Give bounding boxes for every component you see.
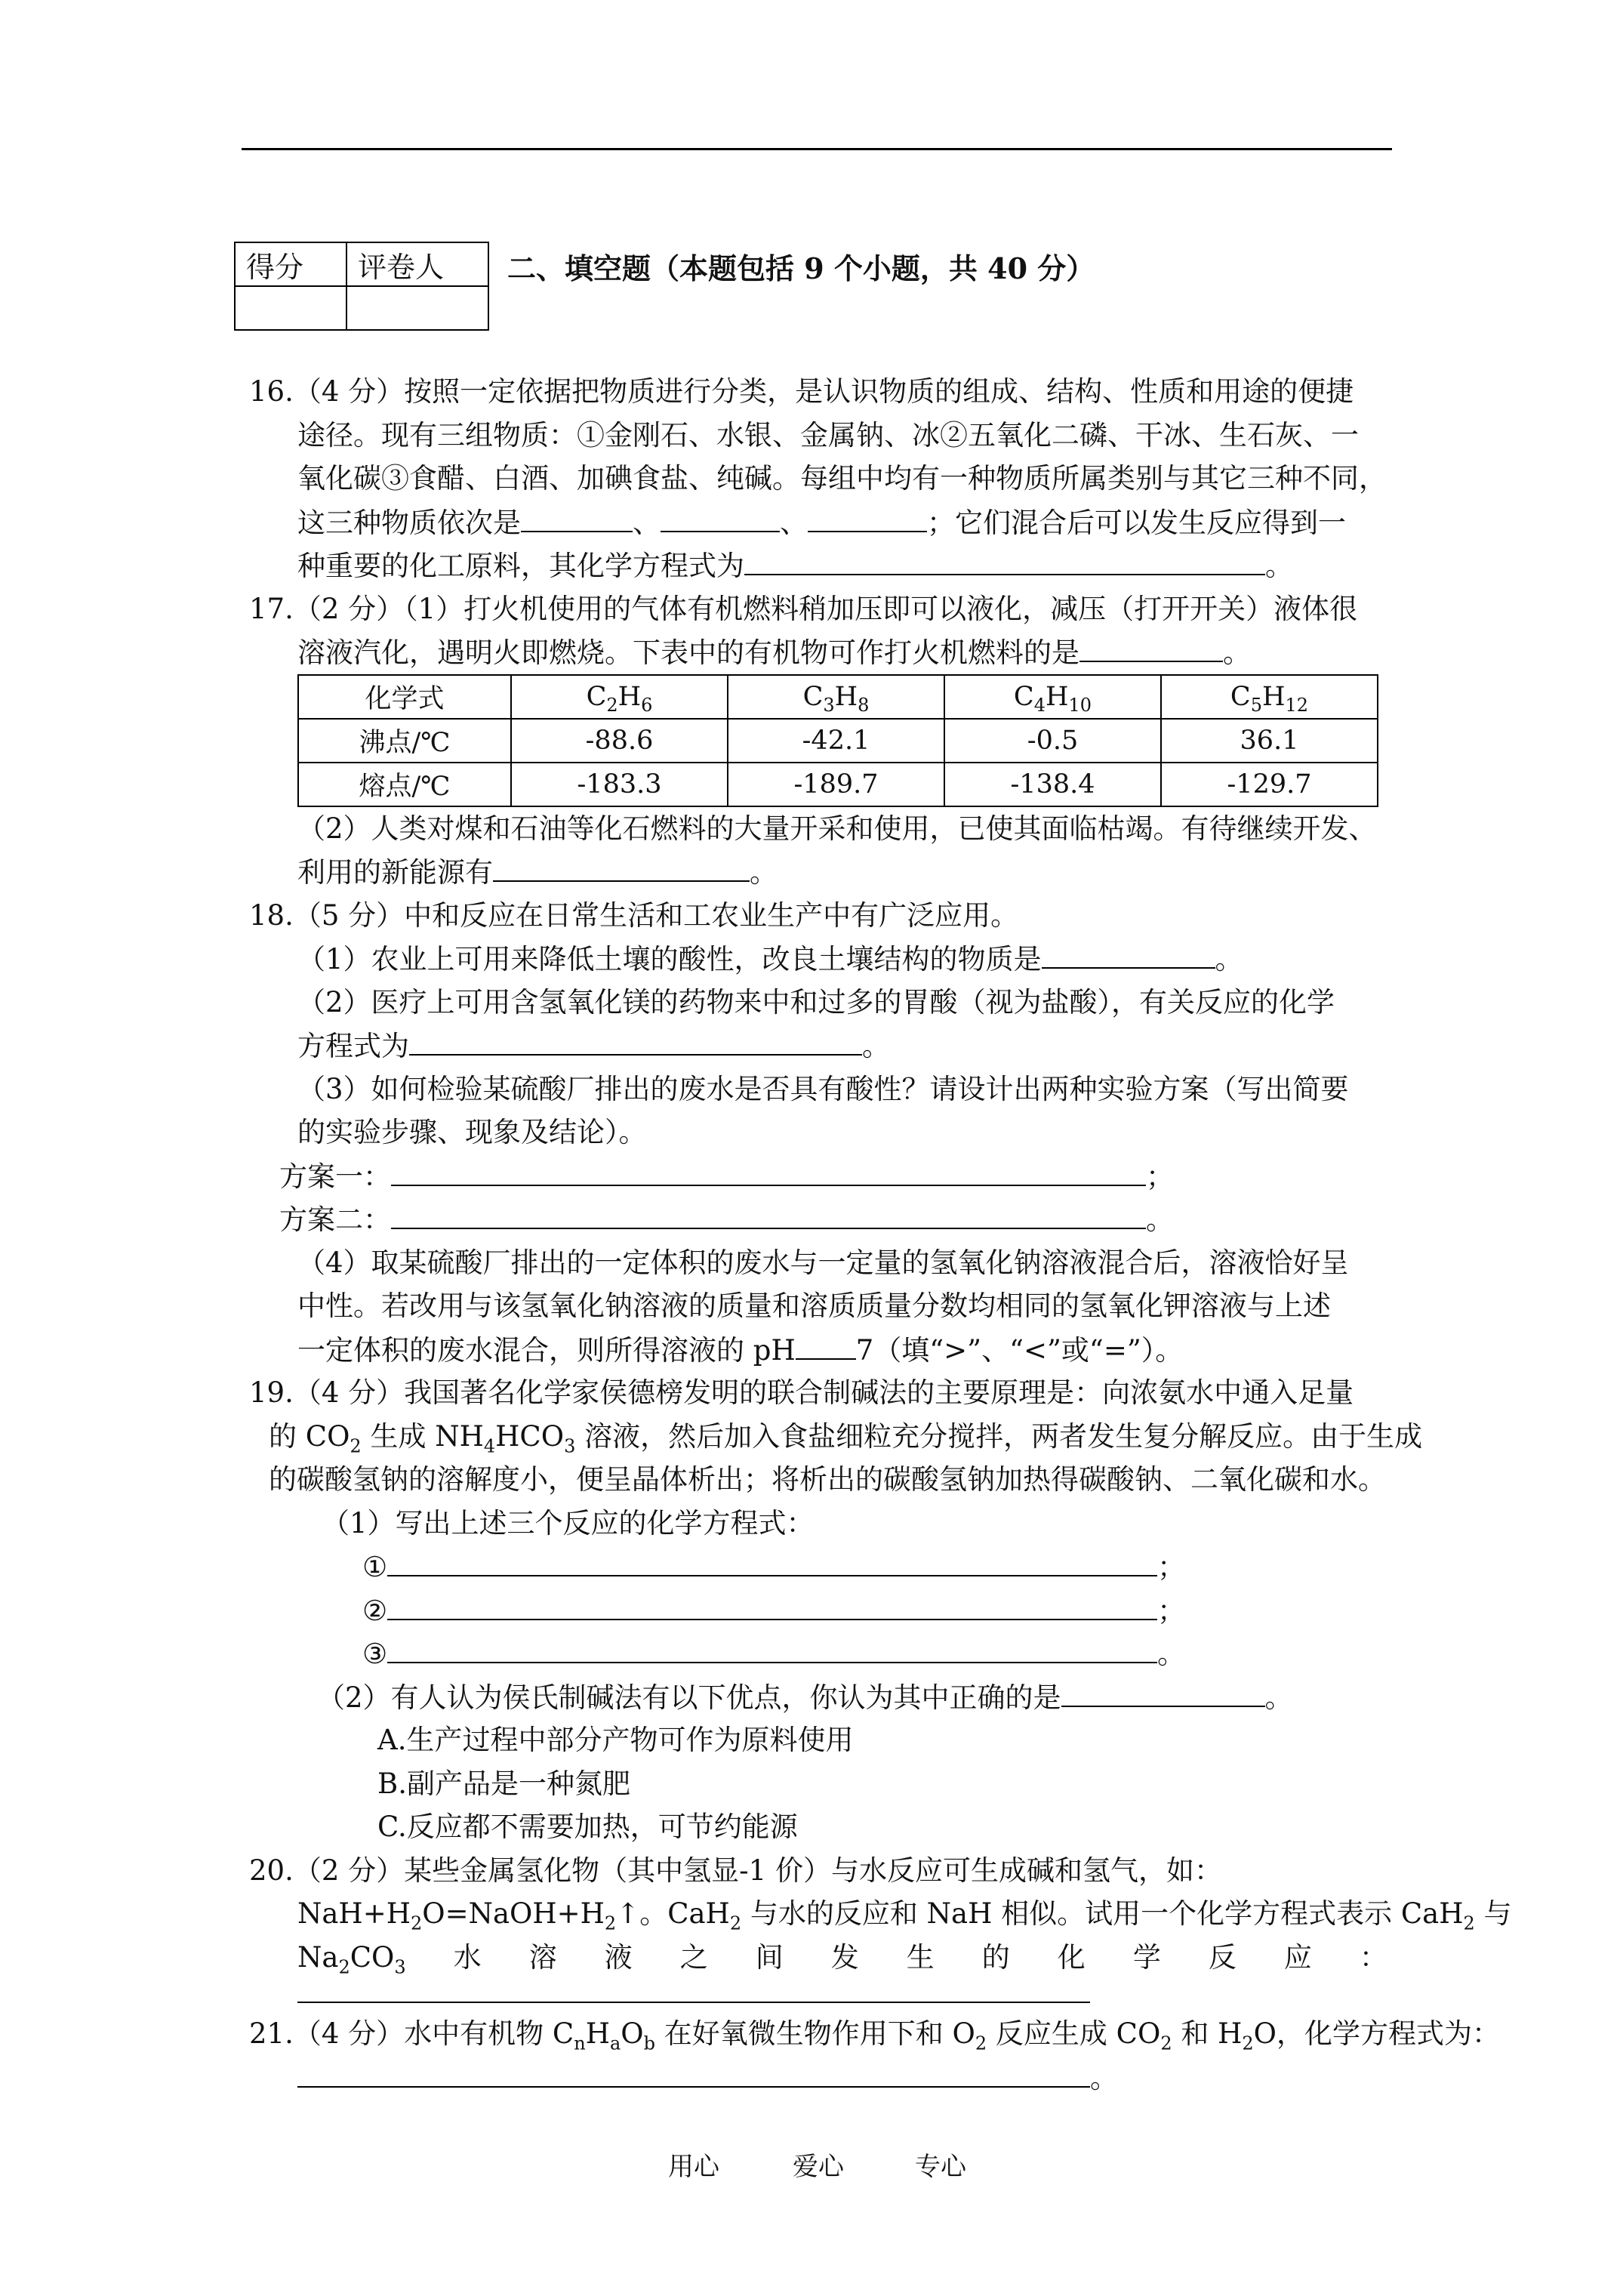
q19-text: 的 CO	[269, 1419, 350, 1453]
q20-char: 水	[453, 1940, 482, 1974]
formula-cell	[944, 675, 1161, 719]
q19-text: 生成 NH	[361, 1419, 484, 1453]
q18-text: 方案一：	[279, 1160, 391, 1193]
row-label: 沸点/℃	[298, 719, 511, 763]
q19-text: ②	[362, 1594, 388, 1627]
table-cell: -189.7	[728, 763, 944, 806]
q19-text: ；	[1157, 1594, 1186, 1627]
q20-char: 应	[1283, 1940, 1312, 1974]
q16-text: 。	[1265, 550, 1293, 582]
q19-text: （2）有人认为侯氏制碱法有以下优点，你认为其中正确的是	[317, 1681, 1061, 1714]
q18-line: （3）如何检验某硫酸厂排出的废水是否具有酸性？请设计出两种实验方案（写出简要	[297, 1072, 1349, 1105]
q17-line	[249, 850, 1397, 894]
q21-sub: 2	[975, 2032, 987, 2054]
formula-h: H	[1045, 681, 1069, 712]
question-17	[249, 587, 1397, 894]
q18-line: （4）取某硫酸厂排出的一定体积的废水与一定量的氢氧化钠溶液混合后，溶液恰好呈	[297, 1246, 1349, 1279]
q21-text: O	[621, 2017, 644, 2050]
q18-line: （2）医疗上可用含氢氧化镁的药物来中和过多的胃酸（视为盐酸），有关反应的化学	[297, 985, 1335, 1019]
table-cell: -138.4	[944, 763, 1161, 806]
formula-sub: 12	[1285, 694, 1309, 716]
footer-text: 专心	[915, 2152, 966, 2182]
table-cell: -0.5	[944, 719, 1161, 763]
q20-char: 反	[1208, 1940, 1236, 1974]
q20-char: 生	[906, 1940, 935, 1974]
q20-char: 溶	[528, 1940, 557, 1974]
q20-answer-row	[249, 1979, 1397, 2012]
q17-line: 17.（2 分）（1）打火机使用的气体有机燃料稍加压即可以液化，减压（打开开关）液体很	[249, 592, 1358, 625]
q16-line: 途径。现有三组物质：①金刚石、水银、金属钠、冰②五氧化二磷、干冰、生石灰、一	[297, 418, 1359, 451]
formula-sub: 2	[606, 694, 618, 716]
q18-plan-2	[249, 1197, 1397, 1241]
q20-text	[297, 1936, 406, 1980]
table-cell: -129.7	[1161, 763, 1378, 806]
row-label: 熔点/℃	[298, 763, 511, 806]
q20-char: 化	[1057, 1940, 1086, 1974]
q16-line	[249, 501, 1397, 544]
header-rule	[242, 148, 1392, 150]
q18-text: 。	[1146, 1203, 1174, 1236]
q18-plan-1	[249, 1154, 1397, 1198]
q19-line: （1）写出上述三个反应的化学方程式：	[322, 1506, 815, 1539]
q19-sub: 3	[564, 1435, 576, 1456]
q20-char: 之	[679, 1940, 708, 1974]
q21-text: 反应生成 CO	[987, 2017, 1161, 2050]
q20-blank-equation[interactable]	[297, 2002, 1090, 2003]
q18-blank-equation[interactable]	[409, 1024, 862, 1056]
q19-sub: 4	[483, 1435, 496, 1456]
q16-text: ；它们混合后可以发生反应得到一	[927, 506, 1346, 539]
q19-sub: 2	[350, 1435, 362, 1456]
q18-line	[249, 937, 1397, 981]
q19-blank-eq-1[interactable]	[387, 1545, 1157, 1576]
q19-eq-3	[249, 1632, 1397, 1675]
q20-char: ：	[1359, 1940, 1387, 1974]
q21-line	[249, 2012, 1501, 2056]
section-title: 二、填空题（本题包括 9 个小题，共 40 分）	[507, 251, 1095, 285]
q19-line: 的碳酸氢钠的溶解度小，便呈晶体析出；将析出的碳酸氢钠加热得碳酸钠、二氧化碳和水。	[269, 1463, 1386, 1496]
formula-sub: 4	[1033, 694, 1046, 716]
q20-co: CO	[350, 1940, 395, 1974]
q19-text: ③	[362, 1638, 388, 1670]
q18-line: 中性。若改用与该氢氧化钠溶液的质量和溶质质量分数均相同的氢氧化钾溶液与上述	[297, 1290, 1331, 1322]
formula-c: C	[802, 681, 824, 712]
q21-sub: a	[609, 2032, 621, 2054]
q17-text: 利用的新能源有	[297, 856, 493, 889]
formula-h: H	[834, 681, 858, 712]
formula-sub: 5	[1250, 694, 1262, 716]
formula-c: C	[586, 681, 607, 712]
q19-option-c: C.反应都不需要加热，可节约能源	[377, 1811, 798, 1843]
formula-sub: 10	[1068, 694, 1092, 716]
q16-text: 这三种物质依次是	[297, 506, 521, 539]
q20-line: 20.（2 分）某些金属氢化物（其中氢显-1 价）与水反应可生成碱和氢气，如：	[249, 1854, 1222, 1887]
table-row	[298, 763, 1378, 806]
q20-char: 的	[981, 1940, 1010, 1974]
question-18	[249, 894, 1397, 1372]
footer-text: 用心	[668, 2152, 719, 2182]
formula-c: C	[1230, 681, 1251, 712]
q20-char: 发	[830, 1940, 859, 1974]
q21-text: O，化学方程式为：	[1253, 2017, 1501, 2050]
q19-line: 19.（4 分）我国著名化学家侯德榜发明的联合制碱法的主要原理是：向浓氨水中通入足量	[249, 1376, 1354, 1409]
q20-sub: 2	[338, 1955, 350, 1977]
q16-blank-2[interactable]	[661, 501, 780, 532]
q20-sub: 2	[1463, 1912, 1475, 1934]
q21-sub: b	[643, 2032, 655, 2054]
q21-text: H	[585, 2017, 610, 2050]
formula-h: H	[617, 681, 642, 712]
q17-text: 溶液汽化，遇明火即燃烧。下表中的有机物可作打火机燃料的是	[297, 636, 1079, 669]
q18-text: ；	[1146, 1160, 1174, 1193]
table-cell: 36.1	[1161, 719, 1378, 763]
q17-line: （2）人类对煤和石油等化石燃料的大量开采和使用，已使其面临枯竭。有待继续开发、	[297, 812, 1377, 845]
table-cell: -88.6	[511, 719, 728, 763]
q16-line: 氧化碳③食醋、白酒、加碘食盐、纯碱。每组中均有一种物质所属类别与其它三种不同，	[297, 462, 1387, 495]
q20-text: NaH+H	[297, 1897, 411, 1930]
q17-line	[249, 630, 1397, 674]
q19-text: ①	[362, 1551, 388, 1583]
q16-text: 种重要的化工原料，其化学方程式为	[297, 550, 744, 582]
q16-blank-equation[interactable]	[744, 544, 1265, 575]
q20-sub: 2	[729, 1912, 742, 1934]
q19-blank-choice[interactable]	[1061, 1675, 1265, 1707]
formula-h: H	[1261, 681, 1286, 712]
q18-text: 方程式为	[297, 1030, 409, 1062]
formula-cell	[511, 675, 728, 719]
score-cell[interactable]	[235, 286, 346, 330]
q20-char: 间	[755, 1940, 784, 1974]
q20-text: ↑。CaH	[616, 1897, 730, 1930]
table-row	[298, 719, 1378, 763]
q21-sub: 2	[1160, 2032, 1172, 2054]
q19-text: 溶液，然后加入食盐细粒充分搅拌，两者发生复分解反应。由于生成	[575, 1419, 1423, 1453]
formula-c: C	[1013, 681, 1034, 712]
questions	[249, 370, 1512, 2099]
q16-sep: 、	[633, 506, 661, 539]
q19-option-b: B.副产品是一种氮肥	[377, 1767, 630, 1800]
q18-text: （1）农业上可用来降低土壤的酸性，改良土壤结构的物质是	[297, 943, 1042, 975]
formula-sub: 8	[858, 694, 870, 716]
q20-char: 液	[604, 1940, 633, 1974]
question-20	[249, 1849, 1512, 2013]
q18-blank-plan-2[interactable]	[391, 1197, 1146, 1229]
q16-blank-3[interactable]	[808, 501, 927, 532]
q17-blank-fuel[interactable]	[1079, 630, 1223, 662]
q19-blank-eq-3[interactable]	[387, 1632, 1157, 1663]
formula-cell	[1161, 675, 1378, 719]
q19-blank-eq-2[interactable]	[387, 1589, 1157, 1620]
q18-line: 18.（5 分）中和反应在日常生活和工农业生产中有广泛应用。	[249, 898, 1019, 932]
q19-eq-2	[249, 1589, 1397, 1632]
q16-line	[249, 544, 1397, 587]
q18-text: 。	[862, 1030, 890, 1062]
grader-header: 评卷人	[346, 242, 488, 286]
table-cell: -42.1	[728, 719, 944, 763]
q18-text: 方案二：	[279, 1203, 391, 1236]
q16-sep: 、	[780, 506, 808, 539]
q21-text: 。	[1090, 2061, 1118, 2094]
formula-sub: 3	[823, 694, 835, 716]
q17-text: 。	[1223, 636, 1251, 669]
q21-text: 在好氧微生物作用下和 O	[655, 2017, 975, 2050]
q19-text: ；	[1157, 1551, 1186, 1583]
q19-line	[249, 1675, 1397, 1719]
q20-sub: 2	[604, 1912, 617, 1934]
q18-line: 的实验步骤、现象及结论）。	[297, 1116, 647, 1148]
grader-cell[interactable]	[346, 286, 488, 330]
q20-sub: 3	[394, 1955, 406, 1977]
score-header: 得分	[235, 242, 346, 286]
q19-line	[249, 1415, 1423, 1459]
q16-blank-1[interactable]	[521, 501, 633, 532]
q21-sub: n	[574, 2032, 586, 2054]
q21-answer-row	[249, 2056, 1397, 2100]
q18-text: 。	[1215, 943, 1243, 975]
q20-text: 与水的反应和 NaH 相似。试用一个化学方程式表示 CaH	[741, 1897, 1464, 1930]
q18-line	[249, 1024, 1397, 1068]
q20-sub: 2	[410, 1912, 423, 1934]
table-row	[298, 675, 1378, 719]
q18-text: 7（填“>”、“<”或“=”）。	[855, 1333, 1184, 1367]
q19-text: 。	[1157, 1638, 1186, 1670]
table-cell: -183.3	[511, 763, 728, 806]
formula-cell	[728, 675, 944, 719]
footer-text: 爱心	[793, 2152, 844, 2182]
q20-na: Na	[297, 1940, 339, 1974]
q18-blank-1[interactable]	[1042, 937, 1215, 969]
question-21	[249, 2012, 1501, 2099]
q20-char: 学	[1132, 1940, 1161, 1974]
q20-text: O=NaOH+H	[422, 1897, 605, 1930]
q20-line-justified	[249, 1936, 1397, 1980]
q21-blank-equation[interactable]	[297, 2056, 1090, 2088]
score-box	[234, 242, 489, 331]
q21-text: 21.（4 分）水中有机物 C	[249, 2017, 574, 2050]
question-19	[249, 1371, 1423, 1849]
q17-text: 。	[750, 856, 778, 889]
q20-text: 与	[1474, 1897, 1512, 1930]
q18-text: 一定体积的废水混合，则所得溶液的 pH	[297, 1333, 796, 1367]
fuel-table	[297, 674, 1378, 807]
q18-line	[249, 1328, 1397, 1372]
q19-text: HCO	[495, 1419, 565, 1453]
q20-line	[249, 1892, 1512, 1936]
q17-blank-energy[interactable]	[493, 850, 750, 882]
q18-blank-plan-1[interactable]	[391, 1154, 1146, 1186]
q19-option-a: A.生产过程中部分产物可作为原料使用	[377, 1724, 854, 1756]
q16-line: 16.（4 分）按照一定依据把物质进行分类，是认识物质的组成、结构、性质和用途的便捷	[249, 375, 1354, 408]
q18-blank-ph[interactable]	[796, 1328, 856, 1360]
q21-sub: 2	[1242, 2032, 1254, 2054]
question-16	[249, 370, 1397, 587]
formula-header: 化学式	[298, 675, 511, 719]
q21-text: 和 H	[1172, 2017, 1243, 2050]
q19-eq-1	[249, 1545, 1397, 1589]
q19-text: 。	[1264, 1681, 1293, 1714]
formula-sub: 6	[641, 694, 653, 716]
